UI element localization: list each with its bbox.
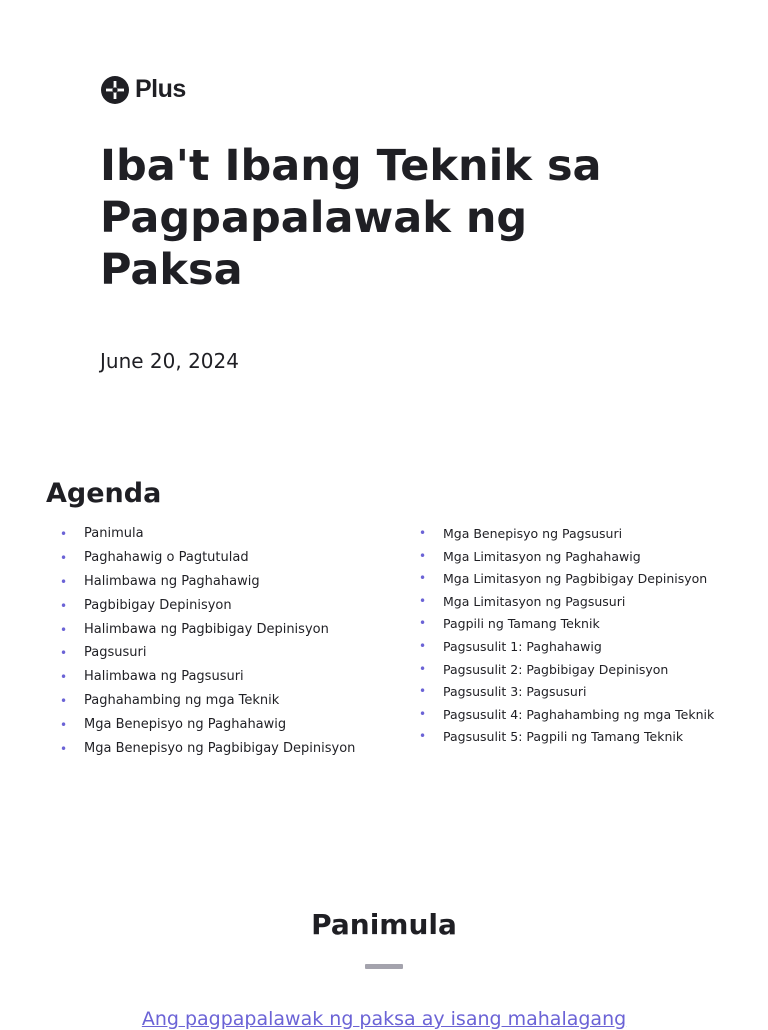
agenda-item: • Mga Limitasyon ng Paghahawig — [419, 547, 714, 570]
agenda-list-left — [60, 524, 355, 763]
agenda-item: • Mga Limitasyon ng Pagsusuri — [419, 592, 714, 615]
brand-logo — [101, 75, 186, 104]
agenda-heading: Agenda — [46, 478, 162, 509]
agenda-item: • Mga Benepisyo ng Paghahawig — [60, 715, 355, 739]
agenda-item: • Pagbibigay Depinisyon — [60, 596, 355, 620]
agenda-list-right — [419, 524, 714, 750]
intro-text-link[interactable]: Ang pagpapalawak ng paksa ay isang mahalagang — [141, 1008, 627, 1030]
plus-logo-icon — [101, 76, 129, 104]
agenda-item: • Pagpili ng Tamang Teknik — [419, 614, 714, 637]
agenda-item: • Halimbawa ng Paghahawig — [60, 572, 355, 596]
agenda-item: • Mga Limitasyon ng Pagbibigay Depinisyon — [419, 569, 714, 592]
document-title: Iba't Ibang Teknik sa Pagpapalawak ng Paksa — [100, 141, 602, 295]
agenda-item: • Mga Benepisyo ng Pagbibigay Depinisyon — [60, 739, 355, 763]
agenda-item: • Pagsusuri — [60, 643, 355, 667]
section-divider — [365, 964, 403, 969]
agenda-item: • Halimbawa ng Pagsusuri — [60, 667, 355, 691]
agenda-item: • Panimula — [60, 524, 355, 548]
agenda-item: • Mga Benepisyo ng Pagsusuri — [419, 524, 714, 547]
section-heading: Panimula — [311, 908, 457, 941]
agenda-item: • Pagsusulit 4: Paghahambing ng mga Teknik — [419, 705, 714, 728]
brand-name: Plus — [135, 75, 186, 103]
document-date: June 20, 2024 — [100, 349, 239, 373]
agenda-item: • Pagsusulit 1: Paghahawig — [419, 637, 714, 660]
agenda-item: • Pagsusulit 2: Pagbibigay Depinisyon — [419, 660, 714, 683]
agenda-item: • Pagsusulit 5: Pagpili ng Tamang Teknik — [419, 727, 714, 750]
agenda-item: • Halimbawa ng Pagbibigay Depinisyon — [60, 620, 355, 644]
agenda-item: • Paghahambing ng mga Teknik — [60, 691, 355, 715]
agenda-item: • Pagsusulit 3: Pagsusuri — [419, 682, 714, 705]
agenda-item: • Paghahawig o Pagtutulad — [60, 548, 355, 572]
